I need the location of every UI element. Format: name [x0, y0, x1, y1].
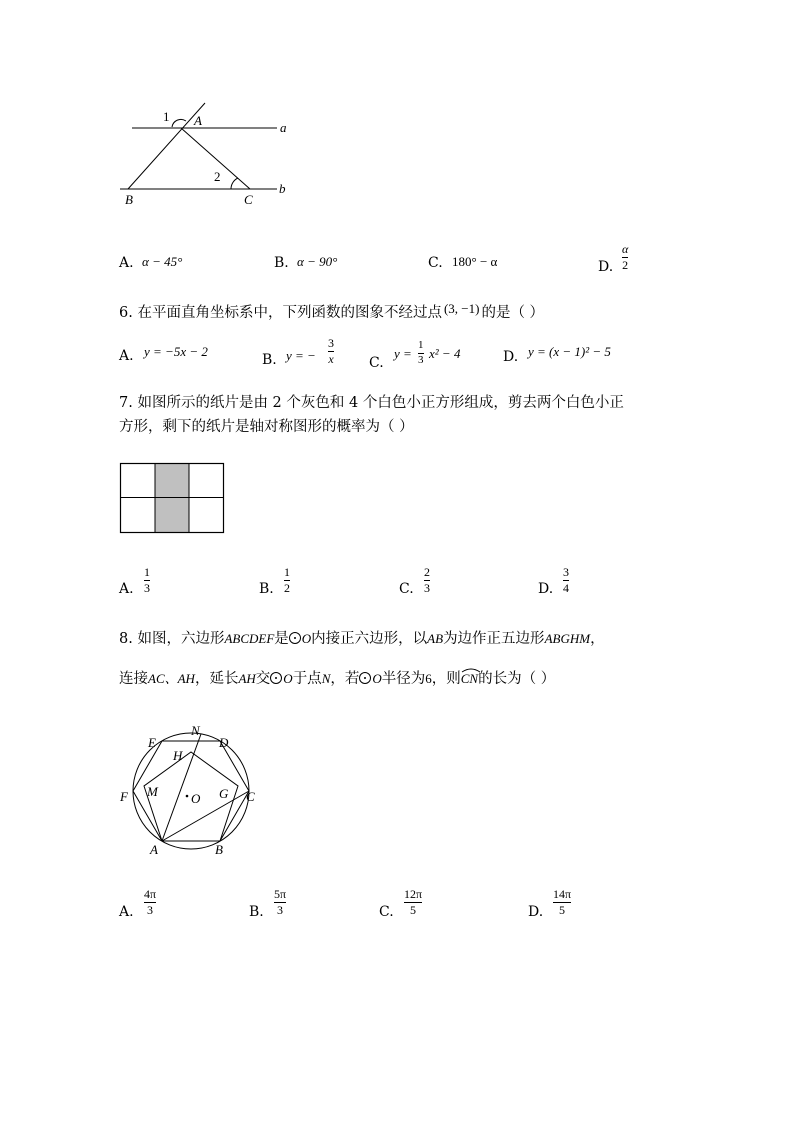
q8-text: 为边作正五边形 — [443, 631, 545, 647]
point-B-label: B — [215, 842, 223, 857]
hexagon-pentagon-figure — [0, 0, 140, 130]
q6-option-d: y = (x − 1)² − 5 — [528, 344, 611, 359]
numerator: 5π — [274, 887, 287, 901]
q7-stem-line1: 7. 如图所示的纸片是由 2 个灰色和 4 个白色小正方形组成，剪去两个白色小正 — [119, 395, 624, 411]
denominator: 4 — [563, 580, 569, 595]
numerator: 3 — [563, 565, 569, 579]
numerator: 1 — [144, 565, 150, 579]
q6-option-a: y = −5x − 2 — [144, 344, 208, 359]
q8-radius: 6 — [425, 671, 432, 686]
q8-option-b-fraction — [274, 888, 286, 916]
q8-segment-ab: AB — [427, 631, 444, 646]
numerator: 14π — [553, 887, 572, 901]
point-A-label: A — [194, 113, 202, 128]
numerator: 12π — [404, 887, 423, 901]
line-a-label: a — [280, 120, 287, 135]
q7-option-a-fraction — [144, 566, 150, 594]
q6-option-c-rhs: x² − 4 — [429, 346, 461, 361]
q8-text: 8. 如图，六边形 — [119, 631, 225, 647]
point-G-label: G — [219, 786, 229, 801]
circle-dot-icon — [289, 632, 301, 644]
point-D-label: D — [219, 735, 229, 750]
arc-icon — [461, 667, 481, 673]
q8-text: 内接正六边形，以 — [311, 631, 428, 647]
q8-option-c-fraction — [404, 888, 422, 916]
q8-text: 半径为 — [381, 671, 426, 687]
q8-text: 是 — [274, 631, 289, 647]
point-C-label: C — [246, 789, 255, 804]
q8-arc-label: CN — [460, 671, 479, 686]
q8-circle-name: O — [372, 671, 382, 686]
q8-option-a-fraction — [144, 888, 156, 916]
q8-circle-name: O — [301, 631, 312, 646]
q6-option-b-key: B. — [262, 352, 277, 368]
denominator: 3 — [418, 353, 424, 366]
denominator: 3 — [424, 580, 430, 595]
point-A-label: A — [150, 842, 158, 857]
point-F-label: F — [120, 789, 128, 804]
denominator: x — [328, 351, 334, 366]
denominator: 3 — [144, 580, 150, 595]
point-N-label: N — [191, 723, 200, 738]
numerator: 3 — [328, 336, 334, 350]
angle-2-arc — [231, 178, 238, 189]
q8-text: ，则 — [431, 671, 461, 687]
denominator: 2 — [622, 257, 629, 272]
numerator: 2 — [424, 565, 430, 579]
q6-option-c-lhs: y = — [394, 346, 412, 361]
q8-stem-line2 — [119, 672, 555, 687]
q5-option-d-key: D. — [598, 259, 614, 275]
q8-segment-ah: AH — [238, 671, 256, 686]
q7-option-a-key: A. — [119, 581, 134, 597]
q6-option-b-fraction — [328, 337, 334, 365]
circle-dot-icon — [270, 672, 282, 684]
line-b-label: b — [279, 181, 286, 196]
q8-option-b-key: B. — [249, 904, 264, 920]
q8-option-c-key: C. — [379, 904, 394, 920]
q5-option-d-fraction — [622, 243, 628, 271]
q8-circle-name: O — [283, 671, 293, 686]
denominator: 5 — [559, 902, 566, 917]
point-E-label: E — [148, 735, 156, 750]
q8-segments: AC、AH — [148, 671, 195, 686]
gray-square-top — [155, 464, 189, 498]
numerator: 4π — [144, 887, 157, 901]
q7-option-c-key: C. — [399, 581, 414, 597]
q5-option-b: α − 90° — [297, 254, 338, 269]
q8-hexagon-name: ABCDEF — [224, 631, 275, 646]
q6-stem — [119, 302, 544, 321]
q8-option-d-key: D. — [528, 904, 544, 920]
center-O-label: O — [191, 791, 201, 806]
q8-text: 的长为（ ） — [478, 671, 556, 687]
center-O-dot — [186, 795, 189, 798]
denominator: 5 — [410, 902, 417, 917]
q5-option-c: 180° − α — [452, 254, 498, 269]
gray-square-bottom — [155, 498, 189, 533]
q7-option-b-fraction — [284, 566, 290, 594]
denominator: 2 — [284, 580, 290, 595]
point-C-label: C — [244, 192, 253, 207]
q6-option-d-key: D. — [503, 349, 519, 365]
point-B-label: B — [125, 192, 133, 207]
numerator: α — [622, 242, 629, 256]
q7-option-d-key: D. — [538, 581, 554, 597]
q7-option-b-key: B. — [259, 581, 274, 597]
q8-option-a-key: A. — [119, 904, 134, 920]
q5-option-b-key: B. — [274, 255, 289, 271]
q5-option-c-key: C. — [428, 255, 443, 271]
angle-2-label: 2 — [214, 169, 221, 184]
point-M-label: M — [147, 784, 158, 799]
q6-stem-prefix: 6. 在平面直角坐标系中，下列函数的图象不经过点 — [119, 305, 442, 321]
q7-option-d-fraction — [563, 566, 569, 594]
numerator: 1 — [418, 339, 424, 351]
q5-option-a: α − 45° — [142, 254, 183, 269]
q5-option-a-key: A. — [119, 255, 134, 271]
q8-text: 连接 — [119, 671, 148, 687]
q6-option-a-key: A. — [119, 348, 134, 364]
segment-AC — [162, 791, 249, 841]
circle-dot-icon — [359, 672, 371, 684]
q8-option-d-fraction — [553, 888, 571, 916]
point-H-label: H — [173, 748, 183, 763]
q6-option-c-key: C. — [369, 355, 384, 371]
denominator: 3 — [147, 902, 154, 917]
numerator: 1 — [284, 565, 290, 579]
q8-point-n: N — [321, 671, 331, 686]
q8-text: ， — [590, 631, 605, 647]
q6-point: (3, −1) — [443, 301, 480, 316]
q7-option-c-fraction — [424, 566, 430, 594]
denominator: 3 — [277, 902, 284, 917]
q6-option-b-lhs: y = − — [286, 348, 316, 363]
paper-grid-figure — [120, 463, 230, 539]
q6-stem-suffix: 的是（ ） — [481, 305, 545, 321]
q6-option-c-fraction — [418, 340, 424, 366]
q8-text: ，若 — [330, 671, 360, 687]
q8-pentagon-name: ABGHM — [544, 631, 591, 646]
q8-text: ，延长 — [194, 671, 239, 687]
q8-text: 交 — [255, 671, 271, 687]
q8-text: 于点 — [292, 671, 322, 687]
q8-stem-line1 — [119, 632, 605, 647]
q7-stem-line2: 方形，剩下的纸片是轴对称图形的概率为（ ） — [119, 419, 414, 435]
angle-1-label: 1 — [163, 109, 170, 124]
q8-arc-cn — [461, 672, 478, 685]
